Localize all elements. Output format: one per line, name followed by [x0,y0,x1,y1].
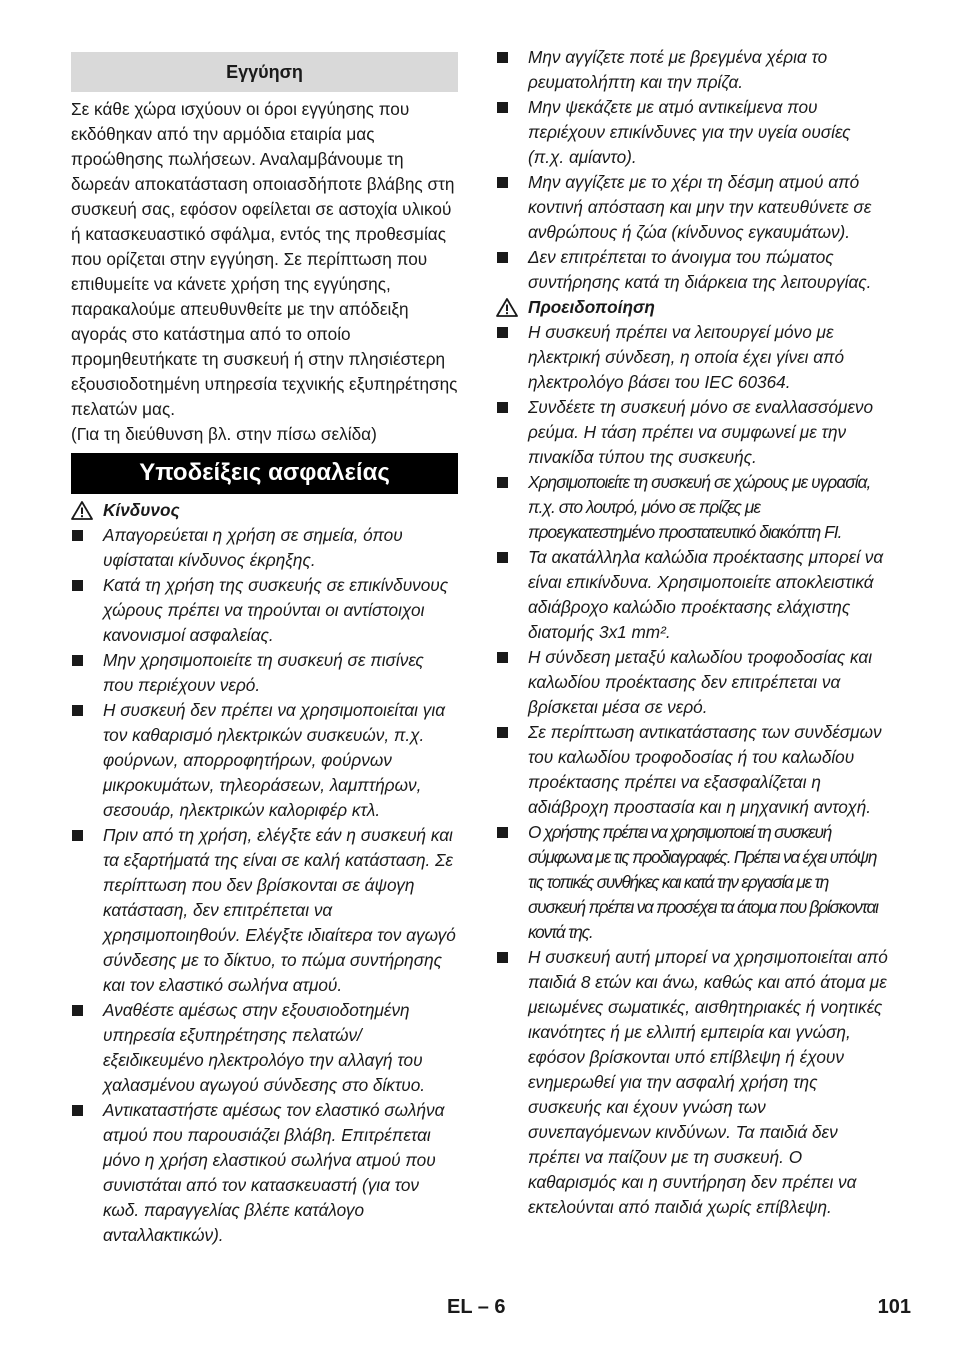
warranty-heading: Εγγύηση [71,52,458,92]
bullet-square-icon [72,655,83,666]
bullet-square-icon [497,552,508,563]
danger-list [71,523,458,1248]
danger-label-row [71,498,458,523]
warranty-text: Σε κάθε χώρα ισχύουν οι όροι εγγύησης που εκδόθηκαν από την αρμόδια εταιρία μας προώθησης πωλήσεων. Αναλαμβάνουμε τη δωρεάν αποκατάσταση οποιασδήποτε βλάβης στη συσκευή σας, εφόσον οφείλεται σε αστοχία υλικού ή κατασκευαστικό σφάλμα, εντός της προθεσμίας που ορίζεται στην εγγύηση. Σε περίπτωση που επιθυμείτε να κάνετε χρήση της εγγύησης, παρακαλούμε απευθυνθείτε με την απόδειξη αγοράς στο κατάστημα από το οποίο προμηθευτήκατε τη συσκευή ή στην πλησιέστερη εξουσιοδοτημένη υπηρεσία τεχνικής εξυπηρέτησης πελατών μας. [71,99,458,419]
warning-label-row [496,295,888,320]
page-number: 101 [877,1296,911,1318]
list-item: Αντικαταστήστε αμέσως τον ελαστικό σωλήνα ατμού που παρουσιάζει βλάβη. Επιτρέπεται μόνο η χρήση ελαστικού σωλήνα ατμού που συνιστάται από τον κατασκευαστή (για τον κωδ. παραγγελίας βλέπε κατάλογο ανταλλακτικών). [71,1098,458,1248]
bullet-square-icon [497,102,508,113]
bullet-square-icon [497,952,508,963]
list-item: Μην αγγίζετε με το χέρι τη δέσμη ατμού από κοντινή απόσταση και μην την κατευθύνετε σε ανθρώπους ή ζώα (κίνδυνος εγκαυμάτων). [496,170,888,245]
bullet-square-icon [497,177,508,188]
list-item: Σε περίπτωση αντικατάστασης των συνδέσμων του καλωδίου τροφοδοσίας ή του καλωδίου προέκτασης πρέπει να εξασφαλίζεται η αδιάβροχη προστασία και η μηχανική αντοχή. [496,720,888,820]
bullet-square-icon [72,1105,83,1116]
list-item: Απαγορεύεται η χρήση σε σημεία, όπου υφίσταται κίνδυνος έκρηξης. [71,523,458,573]
list-item: Η σύνδεση μεταξύ καλωδίου τροφοδοσίας και καλωδίου προέκτασης δεν επιτρέπεται να βρίσκεται μέσα σε νερό. [496,645,888,720]
bullet-square-icon [497,727,508,738]
warning-list [496,320,888,1220]
list-item: Μην αγγίζετε ποτέ με βρεγμένα χέρια το ρευματολήπτη και την πρίζα. [496,45,888,95]
warranty-address-note: (Για τη διεύθυνση βλ. στην πίσω σελίδα) [71,424,377,444]
left-column [71,52,458,1248]
list-item: Κατά τη χρήση της συσκευής σε επικίνδυνους χώρους πρέπει να τηρούνται οι αντίστοιχοι κανονισμοί ασφαλείας. [71,573,458,648]
warning-label: Προειδοποίηση [528,297,655,317]
bullet-square-icon [72,580,83,591]
list-item: Δεν επιτρέπεται το άνοιγμα του πώματος συντήρησης κατά τη διάρκεια της λειτουργίας. [496,245,888,295]
right-column [496,45,888,1220]
list-item: Συνδέετε τη συσκευή μόνο σε εναλλασσόμενο ρεύμα. Η τάση πρέπει να συμφωνεί με την πινακίδα τύπου της συσκευής. [496,395,888,470]
list-item: Χρησιμοποιείτε τη συσκευή σε χώρους με υγρασία, π.χ. στο λουτρό, μόνο σε πρίζες με προεγκατεστημένο προστατευτικό διακόπτη FI. [496,470,888,545]
section-page-label: EL – 6 [447,1296,506,1318]
warning-triangle-icon [496,298,518,317]
bullet-square-icon [497,827,508,838]
list-item: Πριν από τη χρήση, ελέγξτε εάν η συσκευή και τα εξαρτήματά της είναι σε καλή κατάσταση. Σε περίπτωση που δεν βρίσκονται σε άψογη κατάσταση, δεν επιτρέπεται να χρησιμοποιηθούν. Ελέγξτε ιδιαίτερα τον αγωγό σύνδεσης με το δίκτυο, το πώμα συντήρησης και τον ελαστικό σωλήνα ατμού. [71,823,458,998]
bullet-square-icon [72,830,83,841]
list-item: Η συσκευή δεν πρέπει να χρησιμοποιείται για τον καθαρισμό ηλεκτρικών συσκευών, π.χ. φούρνων, απορροφητήρων, φούρνων μικροκυμάτων, τηλεοράσεων, λαμπτήρων, σεσουάρ, ηλεκτρικών καλοριφέρ κτλ. [71,698,458,823]
danger-label: Κίνδυνος [103,500,180,520]
list-item: Τα ακατάλληλα καλώδια προέκτασης μπορεί να είναι επικίνδυνα. Χρησιμοποιείτε αποκλειστικά αδιάβροχο καλώδιο προέκτασης ελάχιστης διατομής 3x1 mm². [496,545,888,645]
bullet-square-icon [497,652,508,663]
list-item: Μην χρησιμοποιείτε τη συσκευή σε πισίνες που περιέχουν νερό. [71,648,458,698]
safety-heading: Υποδείξεις ασφαλείας [71,453,458,494]
bullet-square-icon [72,1005,83,1016]
list-item: Μην ψεκάζετε με ατμό αντικείμενα που περιέχουν επικίνδυνες για την υγεία ουσίες (π.χ. αμίαντο). [496,95,888,170]
bullet-square-icon [497,327,508,338]
list-item: Η συσκευή αυτή μπορεί να χρησιμοποιείται από παιδιά 8 ετών και άνω, καθώς και από άτομα με μειωμένες σωματικές, αισθητηριακές ή νοητικές ικανότητες ή με ελλιπή εμπειρία και γνώση, εφόσον βρίσκονται υπό επίβλεψη ή έχουν ενημερωθεί για την ασφαλή χρήση της συσκευής και έχουν γνώση των συνεπαγόμενων κινδύνων. Τα παιδιά δεν πρέπει να παίζουν με τη συσκευή. Ο καθαρισμός και η συντήρηση δεν πρέπει να εκτελούνται από παιδιά χωρίς επίβλεψη. [496,945,888,1220]
bullet-square-icon [72,705,83,716]
bullet-square-icon [72,530,83,541]
warning-triangle-icon [71,501,93,520]
list-item: Αναθέστε αμέσως στην εξουσιοδοτημένη υπηρεσία εξυπηρέτησης πελατών/εξειδικευμένο ηλεκτρολόγο την αλλαγή του χαλασμένου αγωγού σύνδεσης στο δίκτυο. [71,998,458,1098]
bullet-square-icon [497,252,508,263]
list-item: Ο χρήστης πρέπει να χρησιμοποιεί τη συσκευή σύμφωνα με τις προδιαγραφές. Πρέπει να έχει υπόψη τις τοπικές συνθήκες και κατά την εργασία με τη συσκευή πρέπει να προσέχει τα άτομα που βρίσκονται κοντά της. [496,820,888,945]
bullet-square-icon [497,52,508,63]
bullet-square-icon [497,402,508,413]
danger-list-continued [496,45,888,295]
bullet-square-icon [497,477,508,488]
list-item: Η συσκευή πρέπει να λειτουργεί μόνο με ηλεκτρική σύνδεση, η οποία έχει γίνει από ηλεκτρολόγο βάσει του IEC 60364. [496,320,888,395]
